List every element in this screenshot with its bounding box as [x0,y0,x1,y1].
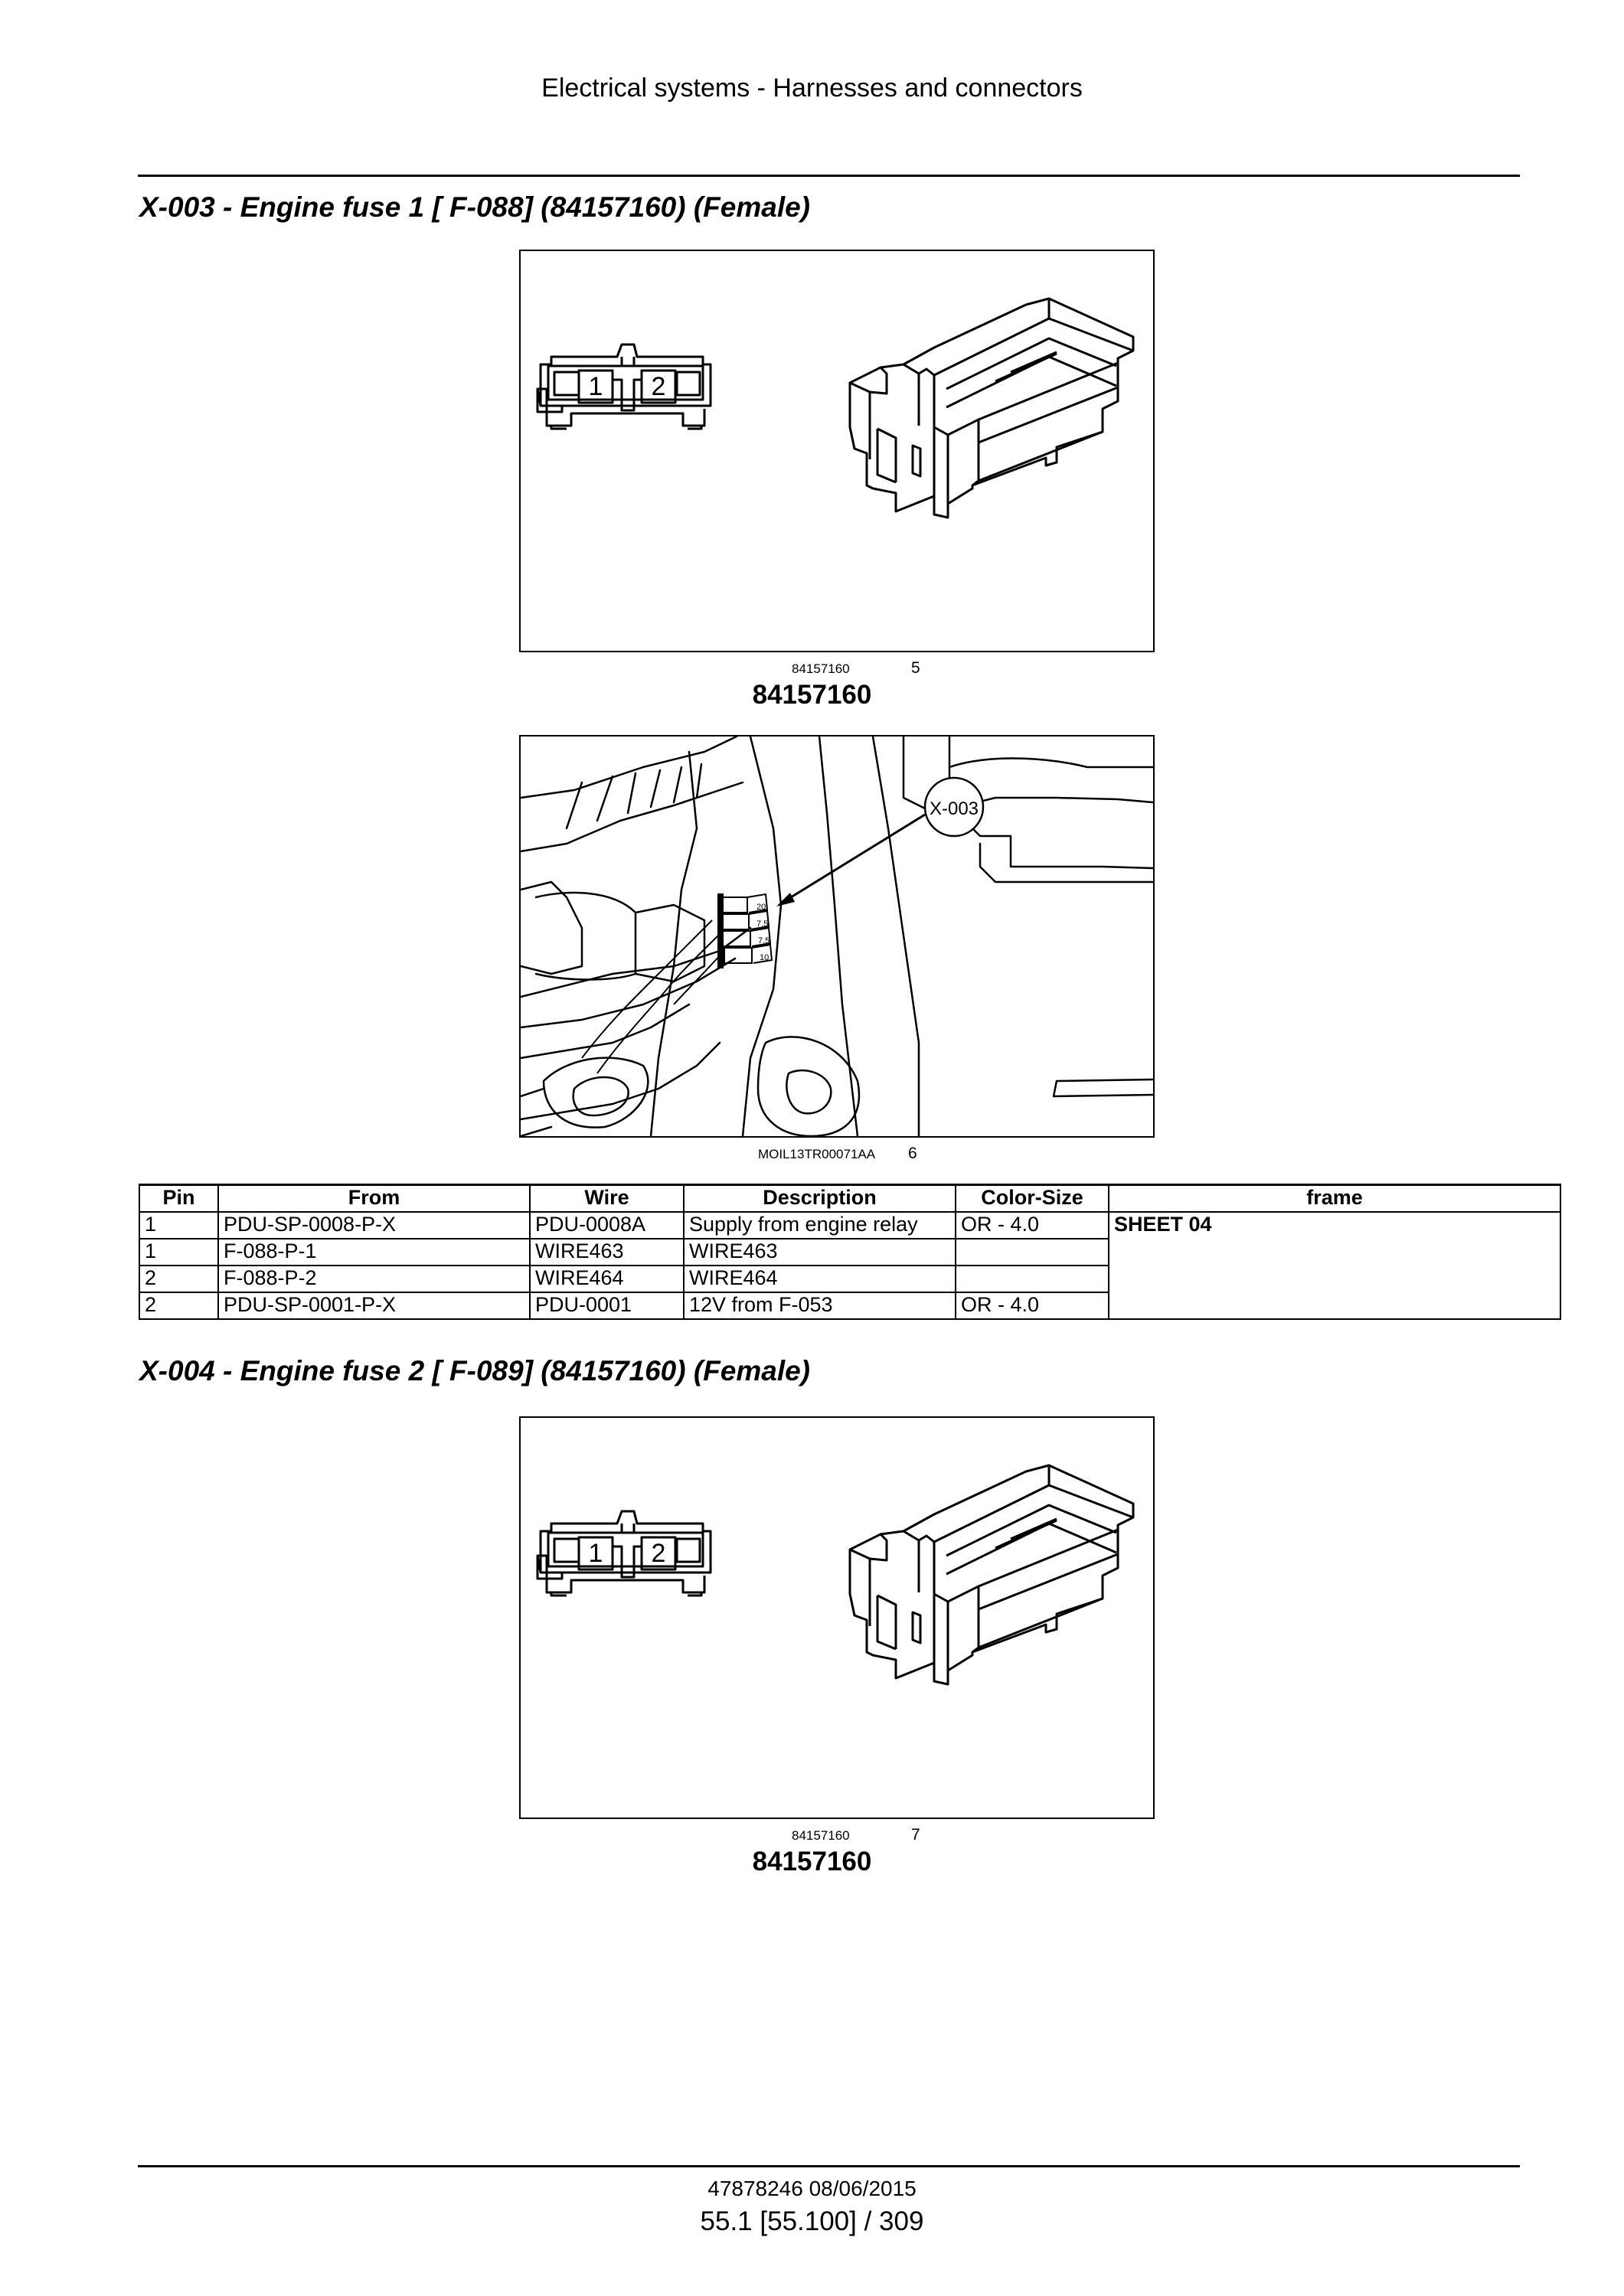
connector-drawing-x004 [519,1416,1155,1819]
cell-wire: WIRE463 [530,1239,684,1266]
cell-pin: 1 [139,1239,218,1266]
section-title-x004: X-004 - Engine fuse 2 [ F-089] (84157160) (Female) [139,1355,811,1386]
running-header: Electrical systems - Harnesses and connectors [541,73,1083,103]
cell-color-size [956,1239,1109,1266]
cell-color-size: OR - 4.0 [956,1212,1109,1239]
cell-from: F-088-P-1 [218,1239,530,1266]
pin-label-2: 2 [651,372,666,401]
cell-description: Supply from engine relay [684,1212,956,1239]
cell-description: WIRE464 [684,1266,956,1292]
figure-caption-7: 84157160 [752,1847,872,1876]
cell-wire: WIRE464 [530,1266,684,1292]
figure-number-5: 5 [911,659,920,677]
figure-number-6: 6 [908,1145,917,1162]
cell-from: F-088-P-2 [218,1266,530,1292]
pin-label-2: 2 [651,1539,666,1568]
fuse-label-1: 20 [756,903,766,912]
cell-pin: 2 [139,1292,218,1319]
cell-description: 12V from F-053 [684,1292,956,1319]
footer-page-number: 55.1 [55.100] / 309 [700,2206,924,2236]
table-header-row [139,1185,1560,1213]
fuse-label-4: 10 [760,953,770,962]
footer-doc-info: 47878246 08/06/2015 [707,2177,917,2200]
pin-label-1: 1 [588,372,603,401]
table-row [139,1212,1560,1239]
engine-bay-illustration [521,736,1153,1136]
cell-wire: PDU-0008A [530,1212,684,1239]
footer-rule [138,2165,1520,2167]
cell-color-size: OR - 4.0 [956,1292,1109,1319]
callout-label: X-003 [929,799,979,819]
col-header-frame: frame [1109,1185,1560,1213]
cell-from: PDU-SP-0001-P-X [218,1292,530,1319]
header-rule [138,175,1520,177]
cell-from: PDU-SP-0008-P-X [218,1212,530,1239]
fuse-label-3: 7.5 [758,936,770,946]
col-header-from: From [218,1185,530,1213]
connector-drawing-x003 [519,250,1155,652]
figure-ref-5: 84157160 [792,661,850,676]
figure-caption-5: 84157160 [752,680,872,710]
cell-wire: PDU-0001 [530,1292,684,1319]
location-photo-x003 [519,735,1155,1138]
col-header-description: Description [684,1185,956,1213]
cell-pin: 2 [139,1266,218,1292]
cell-description: WIRE463 [684,1239,956,1266]
connector-illustration [521,251,1153,651]
cell-color-size [956,1266,1109,1292]
col-header-pin: Pin [139,1185,218,1213]
col-header-color-size: Color-Size [956,1185,1109,1213]
wiring-table-x003 [139,1184,1561,1320]
fuse-label-2: 7.5 [756,919,769,929]
section-title-x003: X-003 - Engine fuse 1 [ F-088] (84157160) (Female) [139,191,811,223]
figure-ref-6: MOIL13TR00071AA [758,1147,876,1161]
figure-number-7: 7 [911,1826,920,1844]
pin-label-1: 1 [588,1539,603,1568]
figure-ref-7: 84157160 [792,1828,850,1843]
col-header-wire: Wire [530,1185,684,1213]
cell-frame: SHEET 04 [1109,1212,1560,1319]
cell-pin: 1 [139,1212,218,1239]
connector-illustration [521,1418,1153,1818]
